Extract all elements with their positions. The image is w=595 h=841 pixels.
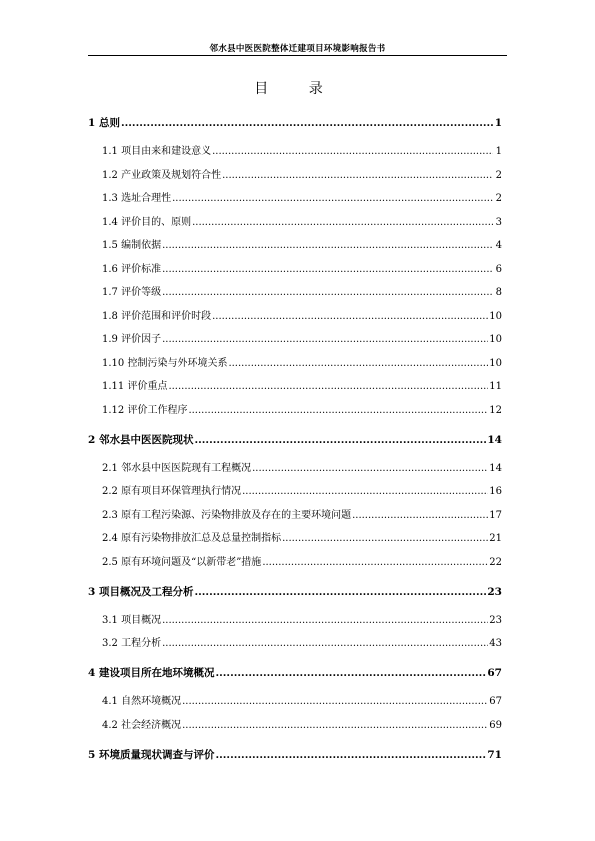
toc-page-number: 21 <box>489 533 502 544</box>
toc-chapter-entry[interactable] <box>88 661 502 690</box>
toc-entry-label: 2 邻水县中医医院现状 <box>88 433 194 446</box>
toc-section-entry[interactable] <box>88 504 502 528</box>
toc-dot-leader <box>121 111 493 135</box>
toc-section-entry[interactable] <box>88 480 502 504</box>
toc-page-number: 23 <box>489 614 502 626</box>
toc-section-entry[interactable] <box>88 281 502 305</box>
toc-dot-leader <box>194 428 486 452</box>
toc-dot-leader <box>262 551 488 575</box>
toc-section-entry[interactable] <box>88 352 502 376</box>
toc-dot-leader <box>242 480 488 504</box>
toc-entry-label: 5 环境质量现状调查与评价 <box>88 748 215 761</box>
toc-dot-leader <box>228 352 488 376</box>
toc-dot-leader <box>194 580 486 604</box>
toc-page-number: 17 <box>489 509 502 521</box>
toc-section-entry[interactable] <box>88 457 502 481</box>
toc-dot-leader <box>168 375 488 399</box>
toc-dot-leader <box>282 527 488 551</box>
toc-dot-leader <box>212 305 488 329</box>
toc-dot-leader <box>215 743 486 767</box>
toc-section-entry[interactable] <box>88 140 502 164</box>
toc-entry-label: 3.2 工程分析 <box>102 638 162 649</box>
toc-dot-leader <box>172 187 493 211</box>
toc-section-entry[interactable] <box>88 375 502 399</box>
toc-entry-label: 3 项目概况及工程分析 <box>88 585 194 598</box>
toc-page-number: 11 <box>489 381 502 392</box>
toc-section-entry[interactable] <box>88 234 502 258</box>
toc-page-number: 43 <box>489 638 502 649</box>
toc-page-number: 2 <box>495 193 502 204</box>
toc-page-number: 67 <box>487 667 502 679</box>
toc-entry-label: 4.2 社会经济概况 <box>102 719 182 731</box>
toc-entry-label: 1.3 选址合理性 <box>102 193 172 204</box>
toc-entry-label: 1.5 编制依据 <box>102 240 162 251</box>
toc-page-number: 14 <box>489 462 502 474</box>
toc-entry-label: 1 总则 <box>88 117 120 129</box>
toc-section-entry[interactable] <box>88 187 502 211</box>
toc-entry-label: 2.1 邻水县中医医院现有工程概况 <box>102 462 252 474</box>
toc-dot-leader <box>182 690 488 714</box>
toc-entry-label: 1.9 评价因子 <box>102 334 162 345</box>
toc-chapter-entry[interactable] <box>88 580 502 609</box>
toc-dot-leader <box>162 234 493 258</box>
toc-entry-label: 4.1 自然环境概况 <box>102 696 182 707</box>
toc-section-entry[interactable] <box>88 258 502 282</box>
toc-page-number: 23 <box>487 585 502 598</box>
toc-section-entry[interactable] <box>88 164 502 188</box>
toc-page-number: 1 <box>494 117 502 129</box>
toc-section-entry[interactable] <box>88 211 502 235</box>
toc-dot-leader <box>252 457 488 481</box>
toc-entry-label: 1.1 项目由来和建设意义 <box>102 146 212 157</box>
toc-section-entry[interactable] <box>88 551 502 580</box>
running-header: 邻水县中医医院整体迁建项目环境影响报告书 <box>209 44 386 54</box>
toc-entry-label: 2.2 原有项目环保管理执行情况 <box>102 486 242 497</box>
toc-title: 目 录 <box>254 81 341 97</box>
toc-chapter-entry[interactable] <box>88 428 502 457</box>
toc-section-entry[interactable] <box>88 714 502 743</box>
toc-section-entry[interactable] <box>88 399 502 428</box>
toc-page-number: 12 <box>489 404 502 416</box>
toc-entry-label: 1.10 控制污染与外环境关系 <box>102 357 228 369</box>
toc-dot-leader <box>162 281 493 305</box>
toc-page-number: 10 <box>489 357 502 369</box>
toc-entry-label: 1.7 评价等级 <box>102 287 162 298</box>
toc-section-entry[interactable] <box>88 690 502 714</box>
toc-entry-label: 1.6 评价标准 <box>102 263 162 275</box>
toc-dot-leader <box>182 714 488 738</box>
toc-dot-leader <box>222 164 493 188</box>
toc-page-number: 8 <box>495 287 502 298</box>
toc-page-number: 4 <box>495 240 502 251</box>
toc-dot-leader <box>188 399 488 423</box>
toc-chapter-entry[interactable] <box>88 743 502 772</box>
toc-dot-leader <box>192 211 493 235</box>
toc-section-entry[interactable] <box>88 305 502 329</box>
toc-entry-label: 2.3 原有工程污染源、污染物排放及存在的主要环境问题 <box>102 509 352 521</box>
toc-entry-label: 2.5 原有环境问题及“以新带老”措施 <box>102 556 262 568</box>
toc-section-entry[interactable] <box>88 609 502 633</box>
toc-entry-label: 1.8 评价范围和评价时段 <box>102 310 212 322</box>
toc-page-number: 3 <box>495 216 502 228</box>
toc-dot-leader <box>212 140 493 164</box>
toc-entry-label: 4 建设项目所在地环境概况 <box>88 667 215 679</box>
header-rule <box>88 55 507 56</box>
toc-dot-leader <box>215 661 486 685</box>
toc-section-entry[interactable] <box>88 527 502 551</box>
toc-section-entry[interactable] <box>88 632 502 661</box>
toc-page-number: 69 <box>489 719 502 731</box>
toc-page-number: 6 <box>495 263 502 275</box>
toc-entry-label: 1.12 评价工作程序 <box>102 404 188 416</box>
toc-dot-leader <box>162 609 488 633</box>
toc-page-number: 10 <box>489 334 502 345</box>
toc-dot-leader <box>162 328 488 352</box>
toc-page-number: 1 <box>495 146 502 157</box>
toc-page-number: 22 <box>489 556 502 568</box>
toc-entry-label: 1.11 评价重点 <box>102 381 168 392</box>
toc-dot-leader <box>162 632 488 656</box>
toc-page-number: 67 <box>489 696 502 707</box>
toc-entry-label: 1.4 评价目的、原则 <box>102 216 192 228</box>
toc-page-number: 2 <box>495 169 502 181</box>
toc-dot-leader <box>352 504 488 528</box>
toc-entry-label: 1.2 产业政策及规划符合性 <box>102 169 222 181</box>
toc-page-number: 16 <box>489 486 502 497</box>
toc-entry-label: 3.1 项目概况 <box>102 614 162 626</box>
toc-page-number: 14 <box>487 433 502 446</box>
toc-section-entry[interactable] <box>88 328 502 352</box>
toc-page-number: 10 <box>489 310 502 322</box>
toc-page-number: 71 <box>487 748 502 761</box>
toc-chapter-entry[interactable] <box>88 111 502 140</box>
table-of-contents <box>88 111 502 772</box>
toc-entry-label: 2.4 原有污染物排放汇总及总量控制指标 <box>102 533 282 544</box>
toc-dot-leader <box>162 258 493 282</box>
